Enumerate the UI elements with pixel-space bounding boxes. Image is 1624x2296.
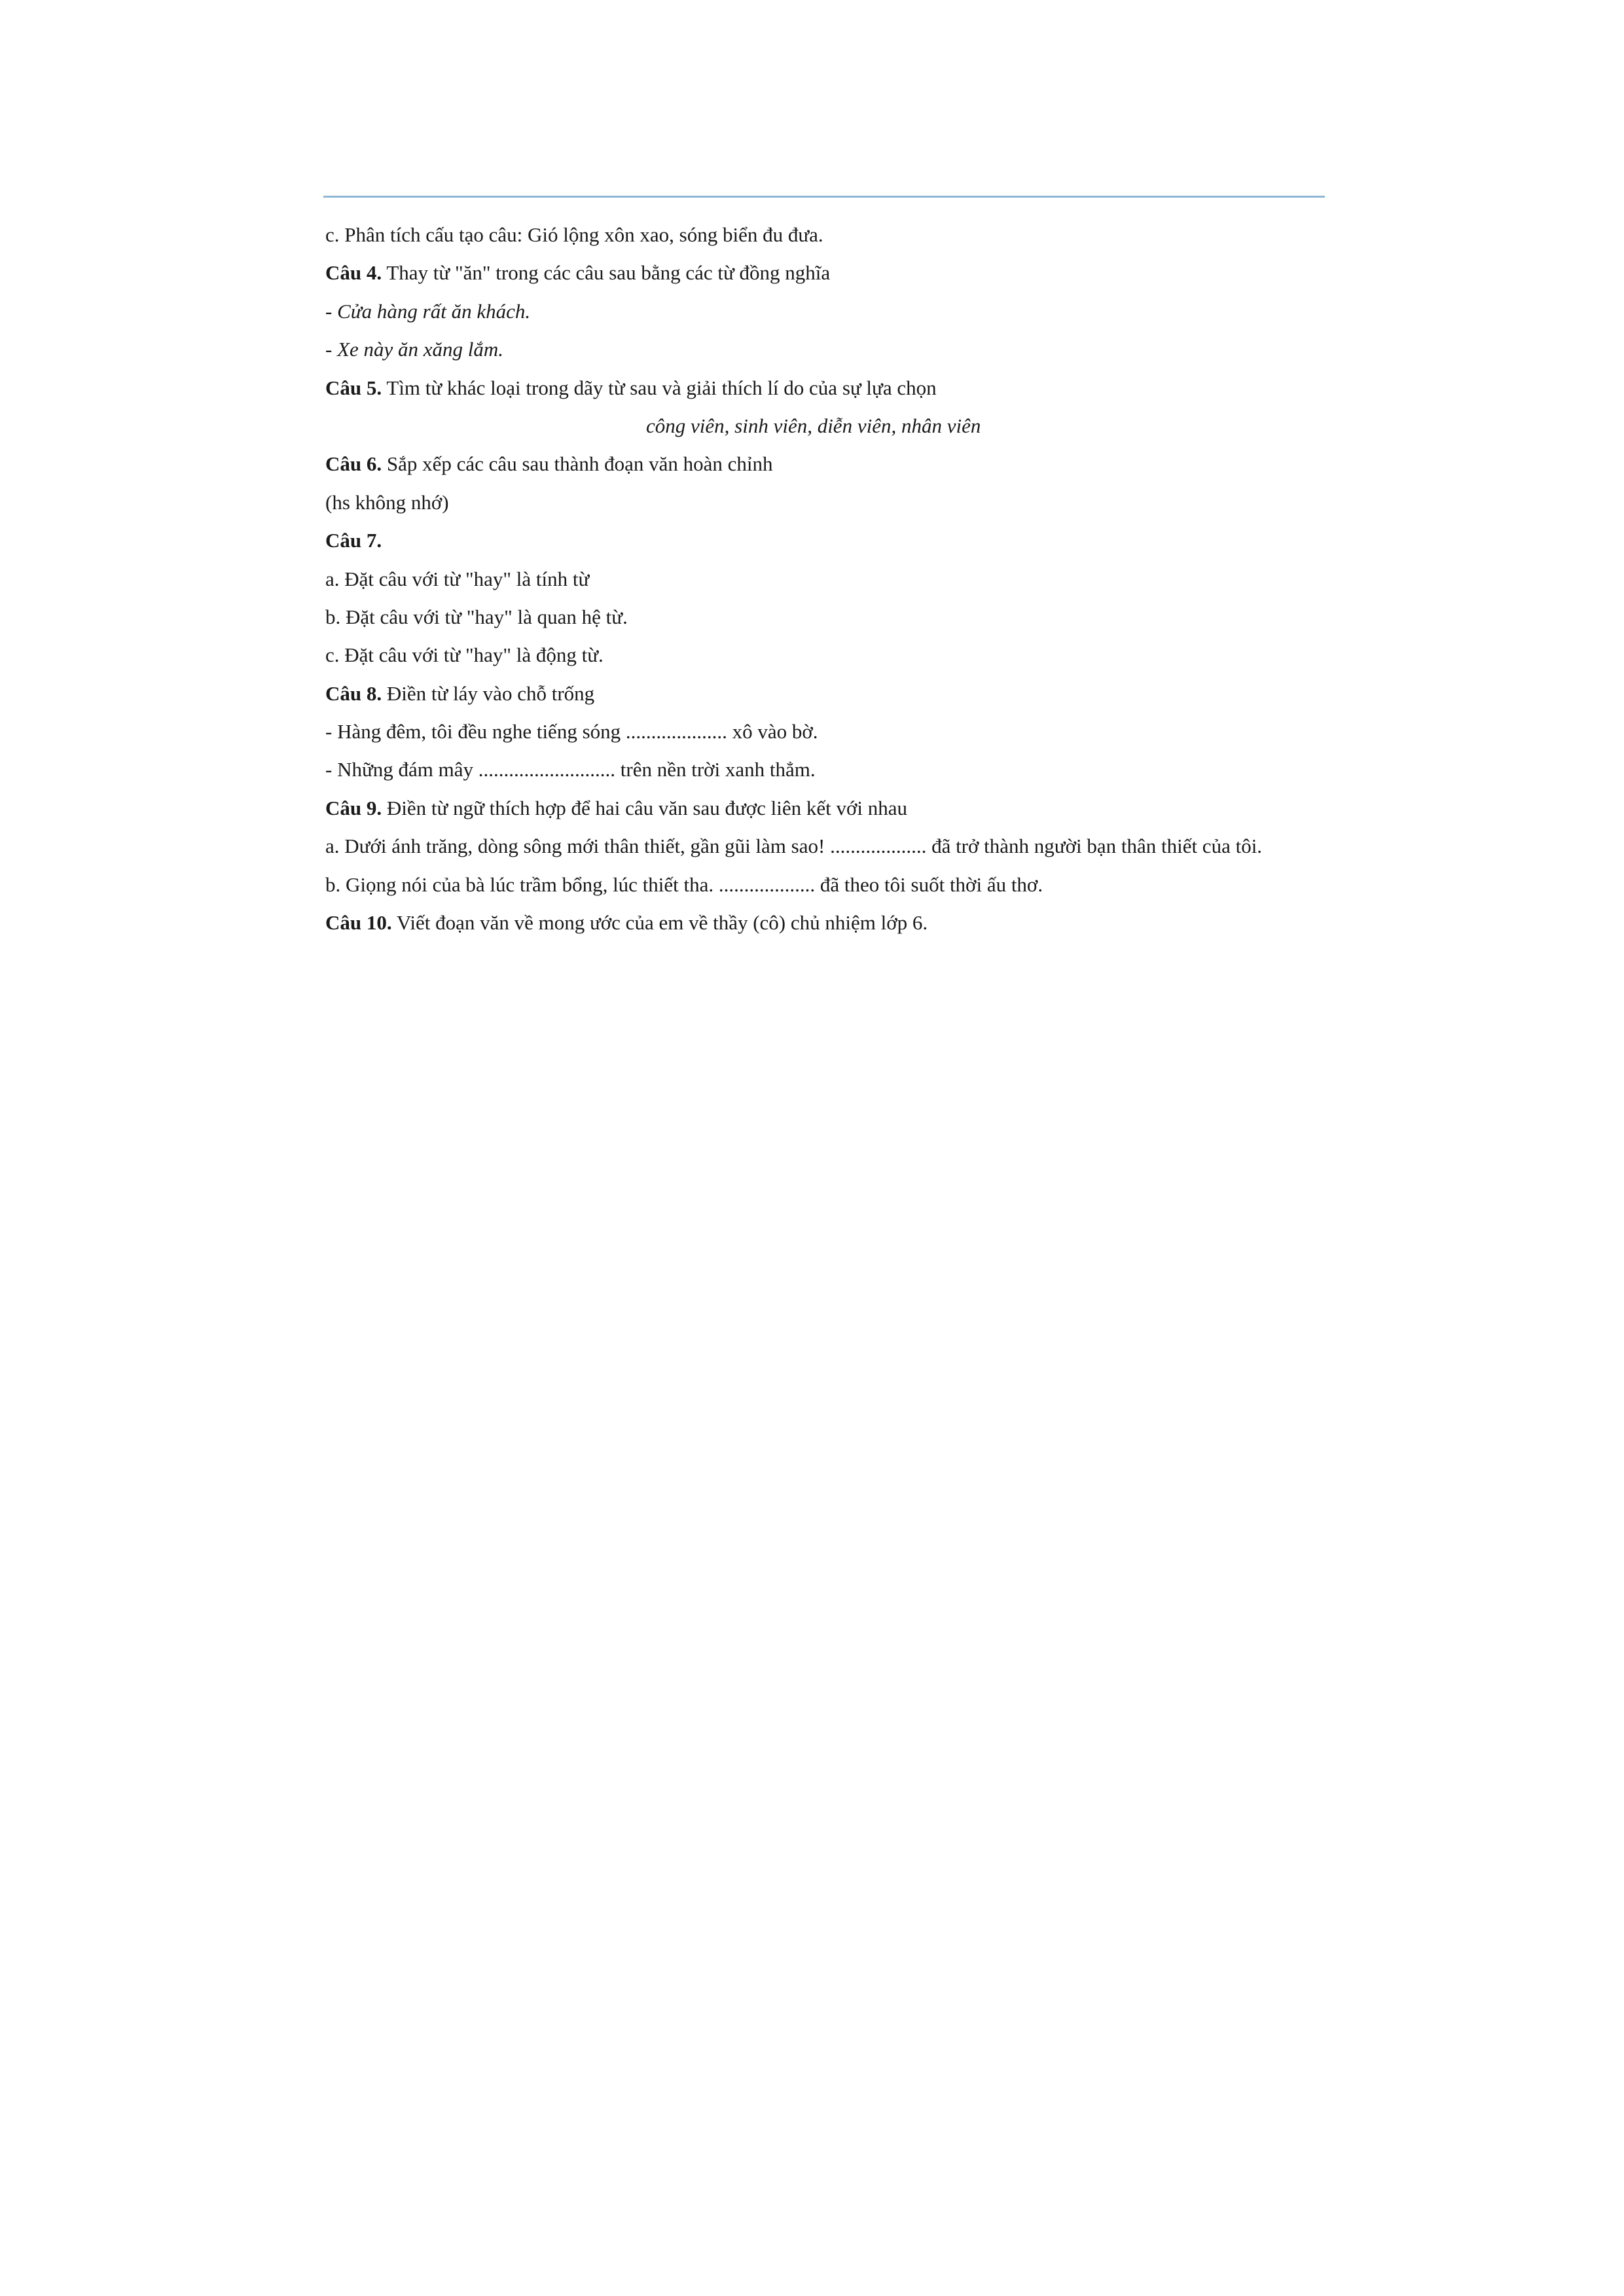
question-6-note: (hs không nhớ) xyxy=(325,490,449,514)
question-label: Câu 6. xyxy=(325,452,382,476)
header-rule xyxy=(323,196,1325,198)
question-label: Câu 7. xyxy=(325,529,382,552)
question-4-sentence-2: - Xe này ăn xăng lắm. xyxy=(325,338,504,361)
question-4-sentence-1: - Cửa hàng rất ăn khách. xyxy=(325,299,531,323)
question-3c: c. Phân tích cấu tạo câu: Gió lộng xôn xao, sóng biển đu đưa. xyxy=(325,223,823,246)
document-body xyxy=(325,216,1346,942)
question-4: Câu 4. Thay từ "ăn" trong các câu sau bằng các từ đồng nghĩa xyxy=(325,261,831,285)
question-9a: a. Dưới ánh trăng, dòng sông mới thân thiết, gần gũi làm sao! ................... đã trở thành người bạn thân thiết của tôi. xyxy=(325,834,1263,858)
question-8-sentence-1: - Hàng đêm, tôi đều nghe tiếng sóng .................... xô vào bờ. xyxy=(325,720,818,744)
question-label: Câu 9. xyxy=(325,796,382,819)
question-8: Câu 8. Điền từ láy vào chỗ trống xyxy=(325,681,595,705)
question-10: Câu 10. Viết đoạn văn về mong ước của em về thầy (cô) chủ nhiệm lớp 6. xyxy=(325,911,928,935)
question-label: Câu 4. xyxy=(325,261,382,285)
question-5: Câu 5. Tìm từ khác loại trong dãy từ sau và giải thích lí do của sự lựa chọn xyxy=(325,376,937,399)
question-9: Câu 9. Điền từ ngữ thích hợp để hai câu văn sau được liên kết với nhau xyxy=(325,796,908,819)
question-label: Câu 5. xyxy=(325,376,382,399)
question-7 xyxy=(325,522,1346,560)
question-6: Câu 6. Sắp xếp các câu sau thành đoạn văn hoàn chỉnh xyxy=(325,452,773,476)
question-7c: c. Đặt câu với từ "hay" là động từ. xyxy=(325,643,604,667)
question-8-sentence-2: - Những đám mây ........................... trên nền trời xanh thẳm. xyxy=(325,758,816,781)
question-label: Câu 8. xyxy=(325,681,382,705)
question-label: Câu 10. xyxy=(325,911,392,935)
question-7a: a. Đặt câu với từ "hay" là tính từ xyxy=(325,567,590,590)
question-9b: b. Giọng nói của bà lúc trầm bổng, lúc thiết tha. ................... đã theo tôi suốt thời ấu thơ. xyxy=(325,872,1043,896)
question-7b: b. Đặt câu với từ "hay" là quan hệ từ. xyxy=(325,605,628,628)
question-5-word-list: công viên, sinh viên, diễn viên, nhân viên xyxy=(646,414,981,437)
